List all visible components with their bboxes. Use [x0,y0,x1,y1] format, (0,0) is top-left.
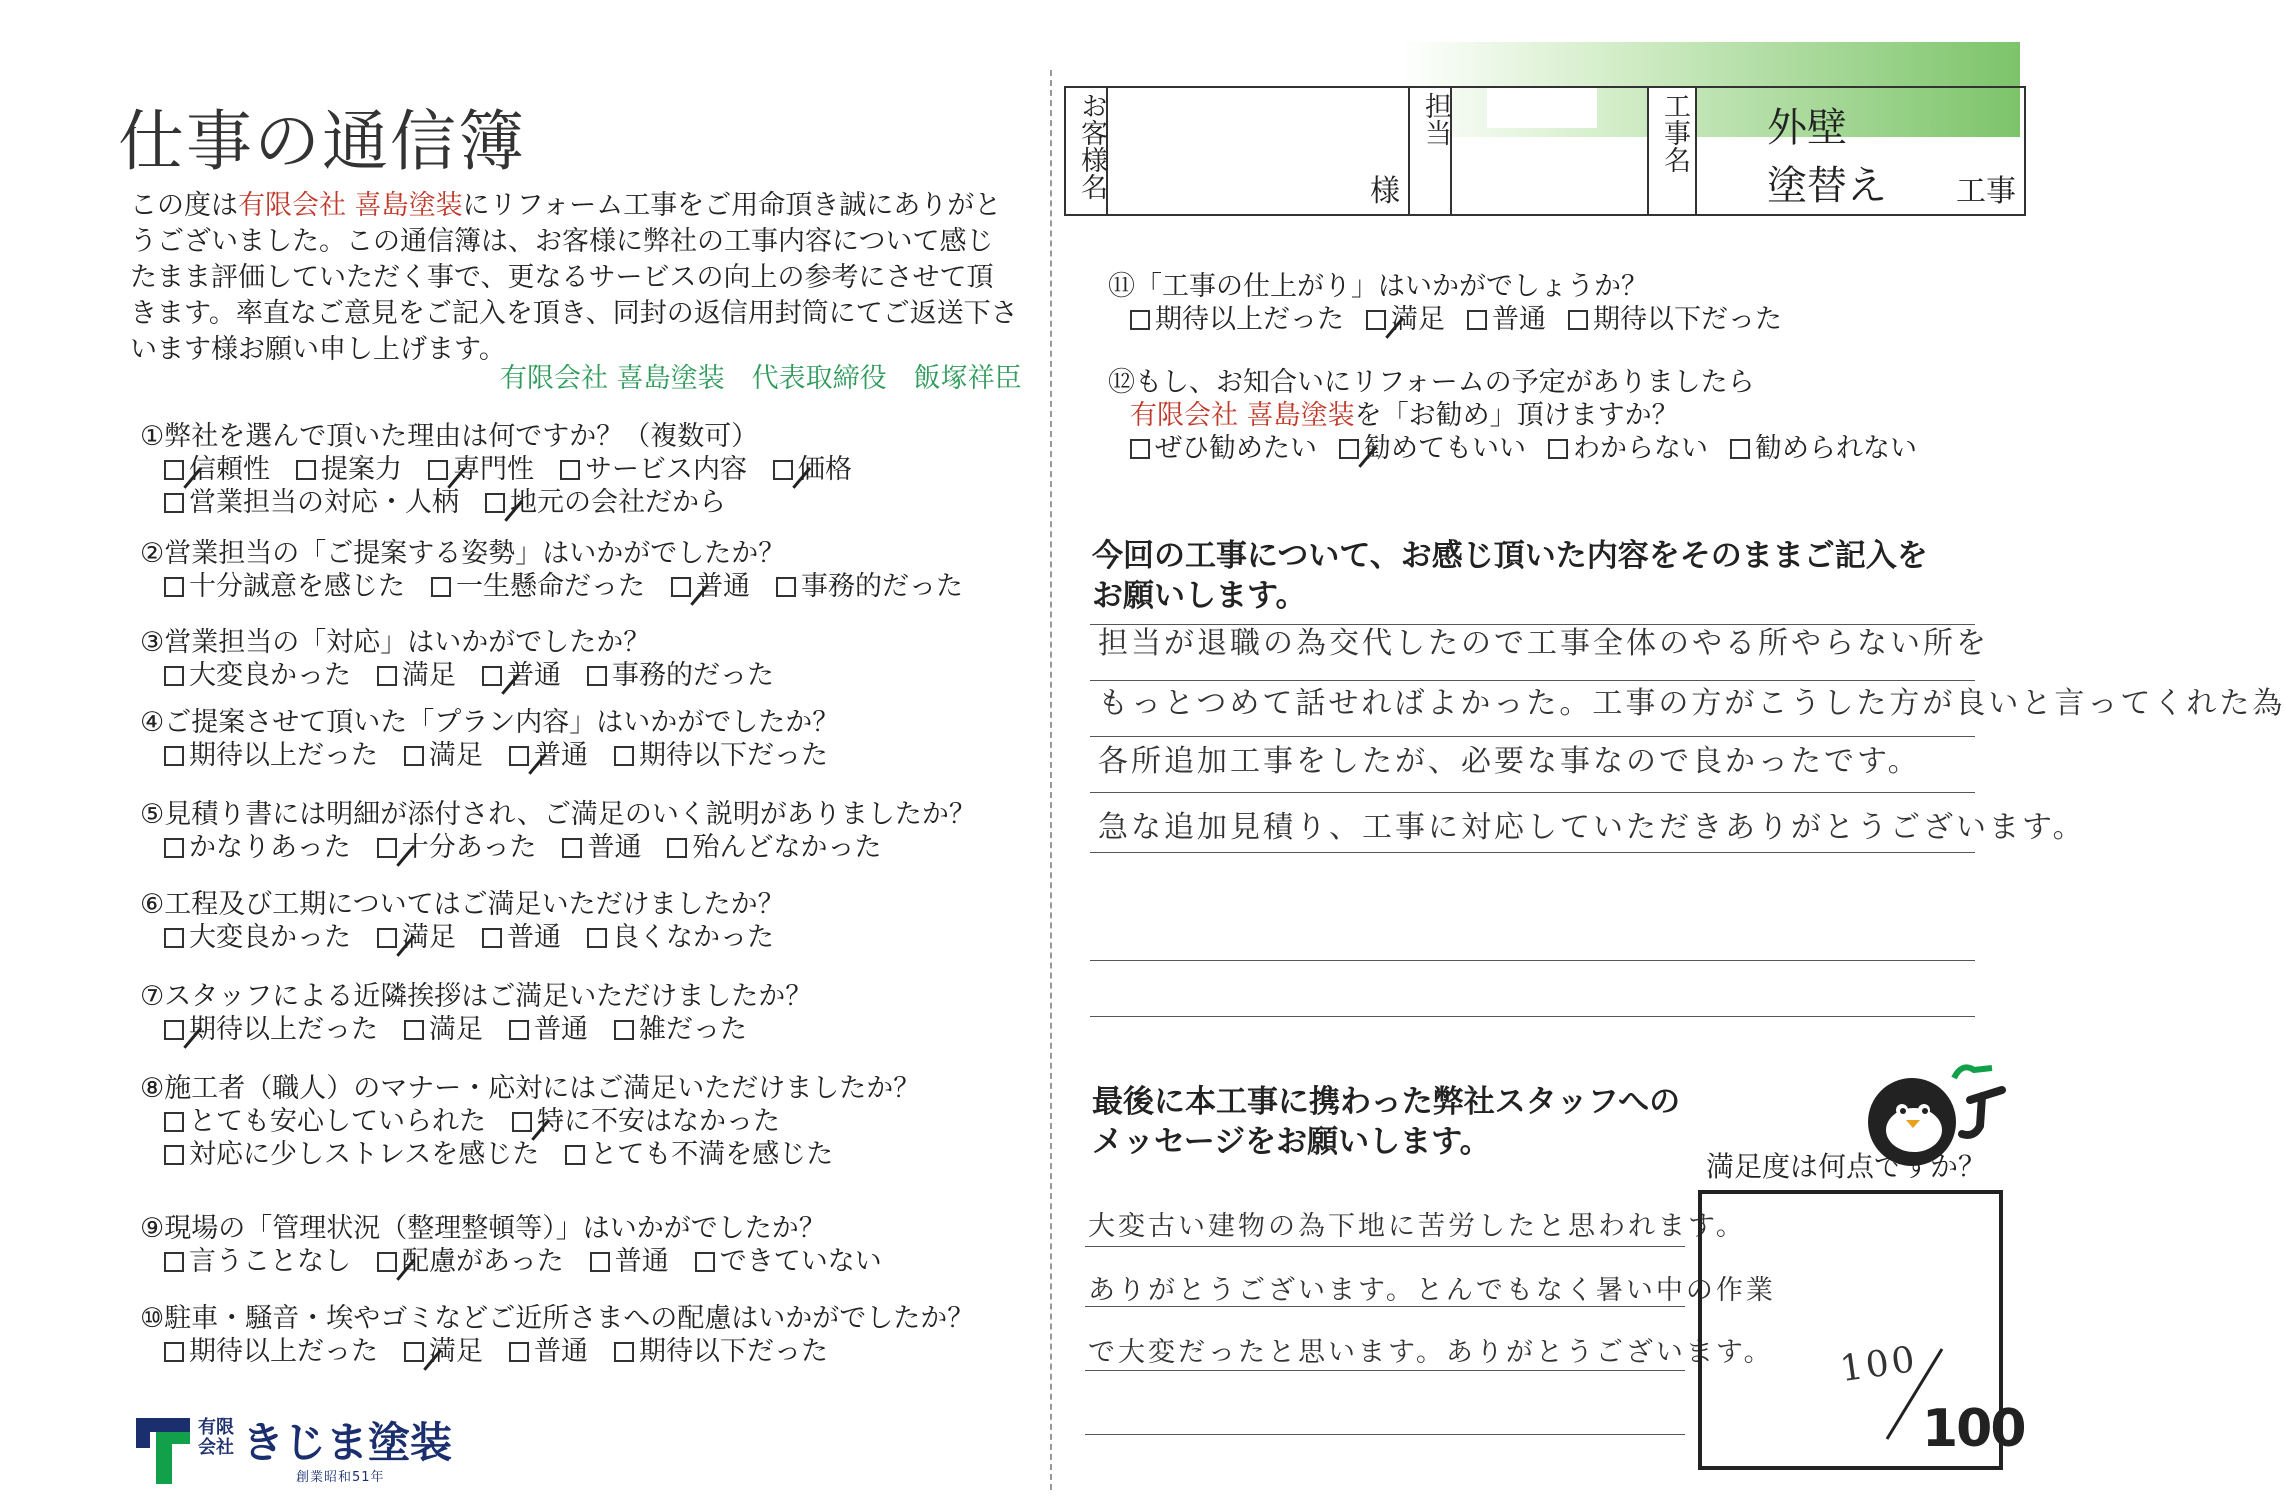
checkbox-icon[interactable] [164,838,184,858]
option-label: 期待以上だった [189,740,378,771]
company-name: 有限会社 喜島塗装 [238,190,463,221]
option-label: 配慮があった [402,1246,564,1277]
checkbox-icon[interactable] [1130,439,1150,459]
checked-box-icon[interactable] [671,577,691,597]
handwritten-comment: 急な追加見積り、工事に対応していただきありがとうございます。 [1098,810,2086,845]
logo-tagline: 創業昭和51年 [296,1470,385,1485]
checkbox-icon[interactable] [296,460,316,480]
option-label: とても安心していられた [189,1106,486,1137]
option-label: とても不満を感じた [590,1139,834,1170]
logo-mark-icon [136,1418,190,1484]
option-label: 期待以下だった [1593,304,1782,335]
checkbox-icon[interactable] [164,1145,184,1165]
checkbox-icon[interactable] [667,838,687,858]
logo-name: きじま塗装 [242,1418,453,1467]
option-label: 期待以上だった [1155,304,1344,335]
option-label: 期待以下だった [639,740,828,771]
option[interactable] [485,486,726,519]
option-label: 雑だった [639,1014,747,1045]
score-max: 100 [1922,1399,2025,1459]
option-label: 大変良かった [189,660,351,691]
checked-box-icon[interactable] [1339,439,1359,459]
option[interactable] [590,1245,669,1278]
checkbox-icon[interactable] [565,1145,585,1165]
option-label: 普通 [696,571,750,602]
option-label: 事務的だった [801,571,963,602]
option-label: 普通 [507,922,561,953]
option-label: 対応に少しストレスを感じた [189,1139,540,1170]
question-text: ①弊社を選んで頂いた理由は何ですか？（複数可） [140,421,759,452]
option-label: 営業担当の対応・人柄 [189,487,459,518]
ruled-line [1085,1370,1685,1371]
question-text: ⑤見積り書には明細が添付され、ご満足のいく説明がありましたか？ [140,799,976,830]
question-8 [140,1072,920,1171]
option[interactable] [164,453,270,486]
message-heading: 最後に本工事に携わった弊社スタッフへの メッセージをお願いします。 [1092,1084,1681,1160]
question-6 [140,888,785,954]
staff-name-cell[interactable] [1452,88,1649,214]
handwritten-message: 大変古い建物の為下地に苦労したと思われます。 [1088,1211,1746,1242]
option-label: 専門性 [453,454,534,485]
checkbox-icon[interactable] [1548,439,1568,459]
question-9 [140,1212,882,1278]
option-label: 勧められない [1755,433,1917,464]
checked-box-icon[interactable] [164,460,184,480]
ruled-line [1090,792,1975,793]
option[interactable] [164,1105,486,1138]
work-line-2: 塗替え [1767,163,1887,209]
question-text: ⑧施工者（職人）のマナー・応対にはご満足いただけましたか？ [140,1073,921,1104]
checked-box-icon[interactable] [377,838,397,858]
option[interactable] [695,1245,882,1278]
customer-name-cell[interactable] [1108,88,1410,214]
option-label: 普通 [614,1246,669,1277]
checkbox-icon[interactable] [509,1020,529,1040]
question-12: ⑫もし、お知合いにリフォームの予定がありましたら 有限会社 喜島塗装を「お勧め」頂けますか？ ぜひ勧めたい 勧めてもいい わからない 勧められない [1108,367,1917,464]
option-label: 普通 [534,1336,588,1367]
option[interactable] [482,659,561,692]
ruled-line [1090,1016,1975,1017]
checkbox-icon[interactable] [164,1252,184,1272]
score-label: 満足度は何点ですか？ [1706,1150,1987,1183]
handwritten-message: で大変だったと思います。ありがとうございます。 [1088,1337,1774,1368]
checked-box-icon[interactable] [404,1342,424,1362]
option[interactable] [377,1245,564,1278]
handwritten-comment: 各所追加工事をしたが、必要な事なので良かったです。 [1098,744,1921,779]
question-text: ③営業担当の「対応」はいかがでしたか？ [140,627,651,658]
staff-label-cell: 担当 [1410,88,1452,214]
question-2 [140,537,963,603]
checkbox-icon[interactable] [164,493,184,513]
option[interactable] [562,831,641,864]
question-text: ②営業担当の「ご提案する姿勢」はいかがでしたか？ [140,538,786,569]
option[interactable] [773,453,852,486]
question-11: ⑪「工事の仕上がり」はいかがでしょうか？ 期待以上だった 満足 普通 期待以下だった [1108,271,1782,335]
option[interactable] [1730,432,1917,465]
option[interactable] [614,1013,747,1046]
checkbox-icon[interactable] [482,928,502,948]
checked-box-icon[interactable] [512,1112,532,1132]
option[interactable] [164,1335,378,1368]
option-label: 期待以上だった [189,1336,378,1367]
checkbox-icon[interactable] [377,666,397,686]
option-label: 地元の会社だから [510,487,726,518]
checkbox-icon[interactable] [1730,439,1750,459]
option[interactable] [164,739,378,772]
option[interactable] [565,1138,833,1171]
handwritten-comment: 担当が退職の為交代したので工事全体のやる所やらない所を [1098,626,1989,661]
option[interactable] [671,570,750,603]
checkbox-icon[interactable] [1568,310,1588,330]
option-label: 満足 [402,660,456,691]
option-label: 満足 [429,1014,483,1045]
work-name-cell[interactable] [1697,88,2024,214]
question-text: ④ご提案させて頂いた「プラン内容」はいかがでしたか？ [140,707,840,738]
work-label-cell: 工事名 [1649,88,1697,214]
option[interactable] [1366,303,1445,336]
option[interactable] [164,1138,539,1171]
option[interactable] [164,1245,351,1278]
option[interactable] [587,921,774,954]
option[interactable] [614,1335,828,1368]
ruled-line [1090,852,1975,853]
checkbox-icon[interactable] [164,666,184,686]
handwritten-comment: もっとつめて話せればよかった。工事の方がこうした方が良いと言ってくれた為 [1098,686,2285,721]
checkbox-icon[interactable] [164,1112,184,1132]
option[interactable] [776,570,963,603]
customer-label-cell: お客様名 [1066,88,1108,214]
checkbox-icon[interactable] [509,1342,529,1362]
question-text: ⑦スタッフによる近隣挨拶はご満足いただけましたか？ [140,981,813,1012]
ruled-line [1090,960,1975,961]
option[interactable] [587,659,774,692]
option-label: 十分あった [401,832,537,863]
checked-box-icon[interactable] [1366,310,1386,330]
option[interactable] [404,1335,483,1368]
question-4 [140,706,839,772]
signature: 有限会社 喜島塗装 代表取締役 飯塚祥臣 [500,363,1022,394]
option-label: できていない [719,1246,882,1277]
option-label: 満足 [1391,304,1445,335]
checkbox-icon[interactable] [164,577,184,597]
option-label: 大変良かった [189,922,351,953]
comments-heading: 今回の工事について、お感じ頂いた内容をそのままご記入を お願いします。 [1092,538,1928,614]
option[interactable] [377,921,456,954]
option[interactable] [164,1013,378,1046]
page-title: 仕事の通信簿 [118,103,526,180]
option-label: 良くなかった [612,922,774,953]
checked-box-icon[interactable] [485,493,505,513]
checkbox-icon[interactable] [164,746,184,766]
checked-box-icon[interactable] [377,1252,397,1272]
q12-company: 有限会社 喜島塗装 [1130,400,1355,431]
option[interactable] [164,831,351,864]
option[interactable] [164,570,405,603]
option-label: 期待以上だった [189,1014,378,1045]
handwritten-message: ありがとうございます。とんでもなく暑い中の作業 [1088,1275,1776,1306]
checkbox-icon[interactable] [164,1342,184,1362]
work-line-1: 外壁 [1767,105,1847,151]
option[interactable] [482,921,561,954]
option[interactable] [1339,432,1526,465]
option[interactable] [1130,303,1344,336]
option[interactable] [512,1105,780,1138]
question-text: ⑨現場の「管理状況（整理整頓等）」はいかがでしたか？ [140,1213,826,1244]
checkbox-icon[interactable] [1467,310,1487,330]
sama-suffix: 様 [1370,174,1400,209]
question-text: ⑥工程及び工期についてはご満足いただけましたか？ [140,889,785,920]
option-label: 提案力 [321,454,402,485]
option[interactable] [667,831,881,864]
option-label: 満足 [429,740,483,771]
option-label: 言うことなし [189,1246,351,1277]
option[interactable] [404,739,483,772]
checkbox-icon[interactable] [404,1020,424,1040]
option-label: 期待以下だった [639,1336,828,1367]
option-label: 満足 [402,922,456,953]
checkbox-icon[interactable] [562,838,582,858]
option[interactable] [509,1335,588,1368]
checkbox-icon[interactable] [776,577,796,597]
option[interactable] [560,453,747,486]
option-label: 勧めてもいい [1364,433,1526,464]
option[interactable] [431,570,645,603]
option[interactable] [509,739,588,772]
option[interactable] [428,453,534,486]
work-suffix: 工事 [1956,174,2016,209]
option[interactable] [1130,432,1317,465]
option-label: わからない [1573,433,1708,464]
checked-box-icon[interactable] [509,746,529,766]
option[interactable] [377,831,537,864]
question-5 [140,798,976,864]
option-label: サービス内容 [585,454,747,485]
score-handwritten: 100 [1837,1338,1921,1391]
option[interactable] [164,486,459,519]
option-label: 価格 [798,454,852,485]
checkbox-icon[interactable] [431,577,451,597]
logo-prefix: 有限 会社 [198,1417,234,1458]
checkbox-icon[interactable] [164,928,184,948]
option[interactable] [377,659,456,692]
score-box[interactable] [1698,1190,2025,1470]
option[interactable] [296,453,402,486]
option[interactable] [164,921,351,954]
question-text: ⑩駐車・騒音・埃やゴミなどご近所さまへの配慮はいかがでしたか？ [140,1303,975,1334]
ruled-line [1085,1246,1685,1247]
option-label: 一生懸命だった [456,571,645,602]
option-label: ぜひ勧めたい [1155,433,1317,464]
option[interactable] [1548,432,1708,465]
checked-box-icon[interactable] [482,666,502,686]
page-divider [1050,70,1054,1490]
checkbox-icon[interactable] [560,460,580,480]
option-label: 信頼性 [189,454,270,485]
intro-text: この度は有限会社 喜島塗装にリフォーム工事をご用命頂き誠にありがとうございました。この通信簿は、お客様に弊社の工事内容について感じたまま評価していただく事で、更なるサービスの向上の参考にさせて頂きます。率直なご意見をご記入を頂き、同封の返信用封筒にてご返送下さいます様お願い申し上げます。 [130,190,1018,365]
option[interactable] [509,1013,588,1046]
checked-box-icon[interactable] [377,928,397,948]
option-label: 普通 [534,740,588,771]
option-label: かなりあった [189,832,351,863]
option[interactable] [1568,303,1782,336]
checkbox-icon[interactable] [614,746,634,766]
option[interactable] [1467,303,1546,336]
option[interactable] [164,659,351,692]
option-label: 普通 [587,832,642,863]
checkbox-icon[interactable] [587,928,607,948]
option[interactable] [614,739,828,772]
ruled-line [1085,1434,1685,1435]
option-label: 満足 [429,1336,483,1367]
checkbox-icon[interactable] [614,1342,634,1362]
question-7 [140,980,812,1046]
question-3 [140,626,774,692]
question-10 [140,1302,974,1368]
checkbox-icon[interactable] [404,746,424,766]
option-label: 特に不安はなかった [537,1106,780,1137]
checkbox-icon[interactable] [1130,310,1150,330]
checkbox-icon[interactable] [614,1020,634,1040]
checked-box-icon[interactable] [773,460,793,480]
question-1 [140,420,852,519]
checked-box-icon[interactable] [164,1020,184,1040]
checkbox-icon[interactable] [590,1252,610,1272]
option-label: 十分誠意を感じた [189,571,405,602]
option-label: 普通 [534,1014,588,1045]
info-header [1064,86,2026,216]
checkbox-icon[interactable] [587,666,607,686]
checked-box-icon[interactable] [428,460,448,480]
option-label: 殆んどなかった [692,832,882,863]
option-label: 事務的だった [612,660,774,691]
option[interactable] [404,1013,483,1046]
option-label: 普通 [507,660,561,691]
option-label: 普通 [1492,304,1546,335]
checkbox-icon[interactable] [695,1252,715,1272]
